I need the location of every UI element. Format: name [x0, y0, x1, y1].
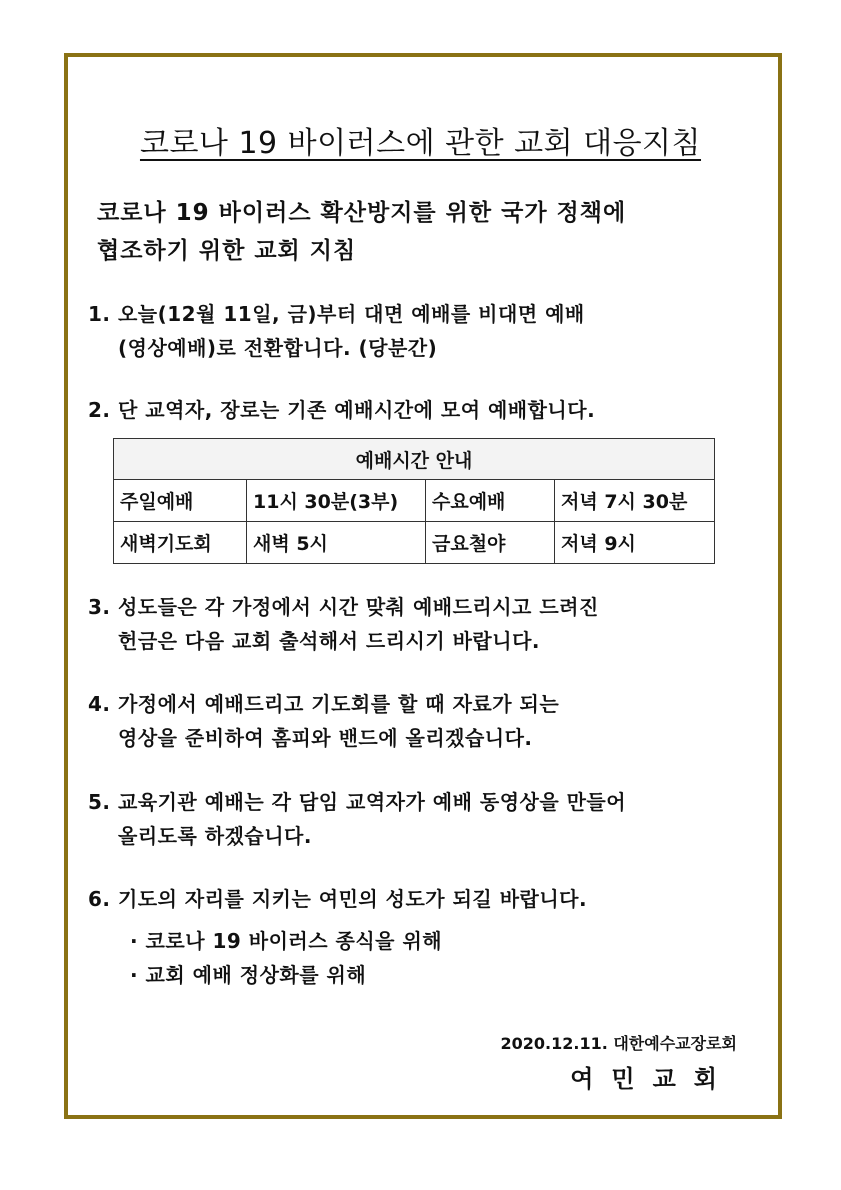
- page-title: 코로나 19 바이러스에 관한 교회 대응지침: [139, 126, 702, 161]
- guideline-item-1-line-2: (영상예배)로 전환합니다. (당분간): [118, 336, 438, 360]
- subtitle-line-2: 협조하기 위한 교회 지침: [97, 238, 357, 264]
- table-row: [114, 480, 715, 522]
- guideline-item-4-line-1: 4. 가정에서 예배드리고 기도회를 할 때 자료가 되는: [88, 692, 560, 716]
- prayer-bullet-1: · 코로나 19 바이러스 종식을 위해: [130, 929, 443, 953]
- schedule-cell: 수요예배: [426, 480, 555, 522]
- subtitle: [97, 194, 757, 270]
- schedule-cell: 저녁 9시: [555, 522, 715, 564]
- guideline-item-5-line-1: 5. 교육기관 예배는 각 담임 교역자가 예배 동영상을 만들어: [88, 790, 627, 814]
- guideline-item-1-line-1: 1. 오늘(12월 11일, 금)부터 대면 예배를 비대면 예배: [88, 302, 585, 326]
- guideline-item-3-line-1: 3. 성도들은 각 가정에서 시간 맞춰 예배드리시고 드려진: [88, 595, 599, 619]
- guideline-item-4: [88, 687, 778, 755]
- guideline-item-2-line-1: 2. 단 교역자, 장로는 기존 예배시간에 모여 예배합니다.: [88, 398, 596, 422]
- guideline-item-4-line-2: 영상을 준비하여 홈피와 밴드에 올리겠습니다.: [118, 726, 533, 750]
- schedule-cell: 새벽 5시: [247, 522, 426, 564]
- issue-date: 2020.12.11. 대한예수교장로회: [500, 1034, 737, 1053]
- table-row: [114, 522, 715, 564]
- guideline-item-1: [88, 297, 778, 365]
- guideline-item-3: [88, 590, 778, 658]
- schedule-header: 예배시간 안내: [114, 439, 715, 480]
- worship-schedule-table: [113, 438, 715, 564]
- guideline-item-6: [88, 882, 778, 916]
- guideline-item-2: [88, 393, 778, 427]
- schedule-cell: 주일예배: [114, 480, 247, 522]
- guideline-item-5: [88, 785, 778, 853]
- schedule-cell: 저녁 7시 30분: [555, 480, 715, 522]
- schedule-cell: 11시 30분(3부): [247, 480, 426, 522]
- schedule-cell: 새벽기도회: [114, 522, 247, 564]
- church-name: 여민교회: [570, 1065, 735, 1093]
- subtitle-line-1: 코로나 19 바이러스 확산방지를 위한 국가 정책에: [97, 200, 627, 226]
- schedule-cell: 금요철야: [426, 522, 555, 564]
- guideline-item-3-line-2: 헌금은 다음 교회 출석해서 드리시기 바랍니다.: [118, 629, 540, 653]
- guideline-item-5-line-2: 올리도록 하겠습니다.: [118, 824, 312, 848]
- prayer-bullet-2: · 교회 예배 정상화를 위해: [130, 963, 367, 987]
- guideline-item-6-line-1: 6. 기도의 자리를 지키는 여민의 성도가 되길 바랍니다.: [88, 887, 588, 911]
